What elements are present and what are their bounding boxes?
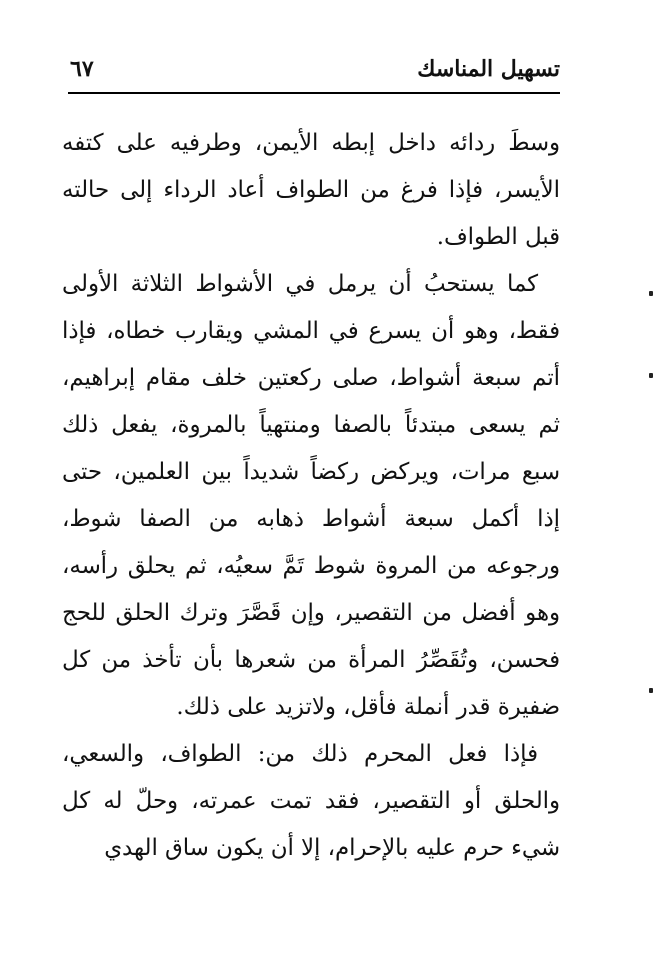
body-text (62, 120, 560, 872)
page-number: ٦٧ (70, 56, 94, 82)
paragraph-3: فإذا فعل المحرم ذلك من: الطواف، والسعي، والحلق أو التقصير، فقد تمت عمرته، وحلّ له كل شيء حرم عليه بالإحرام، إلا أن يكون ساق الهدي (62, 741, 560, 861)
page-header (68, 48, 560, 94)
margin-dot (649, 688, 653, 693)
paragraph-1: وسطَ ردائه داخل إبطه الأيمن، وطرفيه على كتفه الأيسر، فإذا فرغ من الطواف أعاد الرداء إلى حالته قبل الطواف. (62, 130, 560, 250)
book-title: تسهيل المناسك (417, 56, 560, 82)
margin-dot (649, 291, 653, 296)
paragraph-2: كما يستحبُ أن يرمل في الأشواط الثلاثة الأولى فقط، وهو أن يسرع في المشي ويقارب خطاه، فإذا أتم سبعة أشواط، صلى ركعتين خلف مقام إبراهيم، ثم يسعى مبتدئاً بالصفا ومنتهياً بالمروة، يفعل ذلك سبع مرات، ويركض ركضاً شديداً بين العلمين، حتى إذا أكمل سبعة أشواط ذهابه من الصفا شوط، ورجوعه من المروة شوط تَمَّ سعيُه، ثم يحلق رأسه، وهو أفضل من التقصير، وإن قَصَّرَ وترك الحلق للحج فحسن، وتُقَصِّرُ المرأة من شعرها بأن تأخذ من كل ضفيرة قدر أنملة فأقل، ولاتزيد على ذلك. (62, 271, 560, 720)
margin-marks (641, 0, 659, 960)
margin-dot (649, 373, 653, 378)
